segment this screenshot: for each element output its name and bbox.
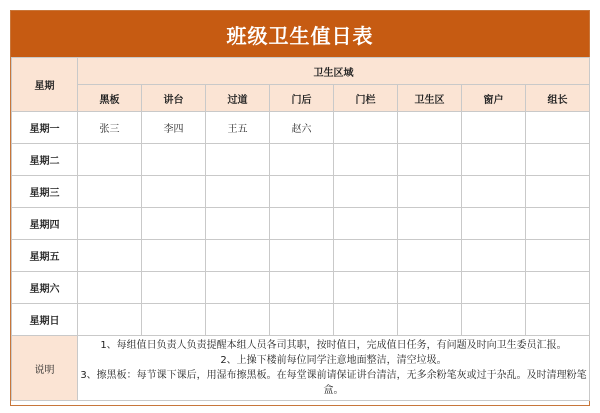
duty-cell: [526, 240, 590, 272]
day-label: 星期三: [12, 176, 78, 208]
duty-cell: 赵六: [270, 112, 334, 144]
duty-cell: [206, 272, 270, 304]
duty-cell: [206, 208, 270, 240]
note-line-3: 3、擦黑板：每节课下课后，用湿布擦黑板。在每堂课前请保证讲台清洁，无多余粉笔灰或过于杂乱。及时清理粉笔盒。: [80, 370, 587, 396]
duty-cell: [526, 304, 590, 336]
table-row: [12, 240, 590, 272]
duty-cell: [462, 112, 526, 144]
duty-cell: [334, 144, 398, 176]
duty-cell: [270, 240, 334, 272]
duty-cell: [398, 272, 462, 304]
table-row: [12, 176, 590, 208]
day-label: 星期一: [12, 112, 78, 144]
duty-cell: [206, 304, 270, 336]
duty-cell: [334, 176, 398, 208]
table-row: [12, 112, 590, 144]
weekday-header: 星期: [12, 58, 78, 112]
duty-cell: [206, 144, 270, 176]
duty-cell: [334, 240, 398, 272]
duty-cell: [398, 208, 462, 240]
duty-cell: [526, 208, 590, 240]
duty-cell: [78, 240, 142, 272]
duty-cell: [142, 272, 206, 304]
column-header: 卫生区: [398, 85, 462, 112]
duty-cell: [142, 176, 206, 208]
table-row: [12, 144, 590, 176]
duty-roster-sheet: [10, 10, 590, 406]
area-header: 卫生区域: [78, 58, 590, 85]
duty-cell: [78, 272, 142, 304]
column-header: 过道: [206, 85, 270, 112]
duty-cell: [462, 144, 526, 176]
duty-cell: [142, 240, 206, 272]
column-header: 门栏: [334, 85, 398, 112]
column-header: 讲台: [142, 85, 206, 112]
column-header: 组长: [526, 85, 590, 112]
duty-cell: 张三: [78, 112, 142, 144]
day-label: 星期二: [12, 144, 78, 176]
duty-cell: [270, 144, 334, 176]
duty-cell: [334, 272, 398, 304]
duty-cell: [78, 208, 142, 240]
duty-cell: [334, 208, 398, 240]
day-label: 星期五: [12, 240, 78, 272]
duty-cell: 王五: [206, 112, 270, 144]
duty-cell: [206, 240, 270, 272]
duty-table: [11, 57, 590, 401]
duty-cell: [334, 304, 398, 336]
table-row: [12, 272, 590, 304]
table-row: [12, 208, 590, 240]
note-line-2: 2、上操下楼前每位同学注意地面整洁，清空垃圾。: [220, 355, 447, 366]
duty-cell: [398, 144, 462, 176]
column-header: 黑板: [78, 85, 142, 112]
duty-cell: [398, 112, 462, 144]
notes-text: [78, 336, 590, 401]
duty-cell: [270, 304, 334, 336]
duty-cell: [526, 112, 590, 144]
duty-cell: [270, 272, 334, 304]
day-label: 星期日: [12, 304, 78, 336]
duty-cell: [462, 176, 526, 208]
duty-cell: [142, 208, 206, 240]
duty-cell: [462, 208, 526, 240]
duty-cell: [462, 304, 526, 336]
duty-cell: 李四: [142, 112, 206, 144]
page-title: 班级卫生值日表: [11, 11, 589, 57]
duty-cell: [270, 176, 334, 208]
duty-cell: [142, 144, 206, 176]
note-line-1: 1、每组值日负责人负责提醒本组人员各司其职，按时值日，完成值日任务，有问题及时向卫生委员汇报。: [100, 340, 567, 351]
duty-cell: [142, 304, 206, 336]
duty-cell: [78, 304, 142, 336]
duty-cell: [398, 176, 462, 208]
duty-cell: [526, 144, 590, 176]
day-label: 星期六: [12, 272, 78, 304]
duty-cell: [462, 240, 526, 272]
duty-cell: [526, 176, 590, 208]
duty-cell: [206, 176, 270, 208]
duty-cell: [526, 272, 590, 304]
duty-cell: [78, 144, 142, 176]
column-header-row: [12, 85, 590, 112]
table-row: [12, 304, 590, 336]
column-header: 窗户: [462, 85, 526, 112]
duty-cell: [398, 304, 462, 336]
duty-cell: [78, 176, 142, 208]
day-label: 星期四: [12, 208, 78, 240]
duty-cell: [462, 272, 526, 304]
column-header: 门后: [270, 85, 334, 112]
duty-cell: [398, 240, 462, 272]
notes-label: 说明: [12, 336, 78, 401]
duty-cell: [334, 112, 398, 144]
duty-cell: [270, 208, 334, 240]
